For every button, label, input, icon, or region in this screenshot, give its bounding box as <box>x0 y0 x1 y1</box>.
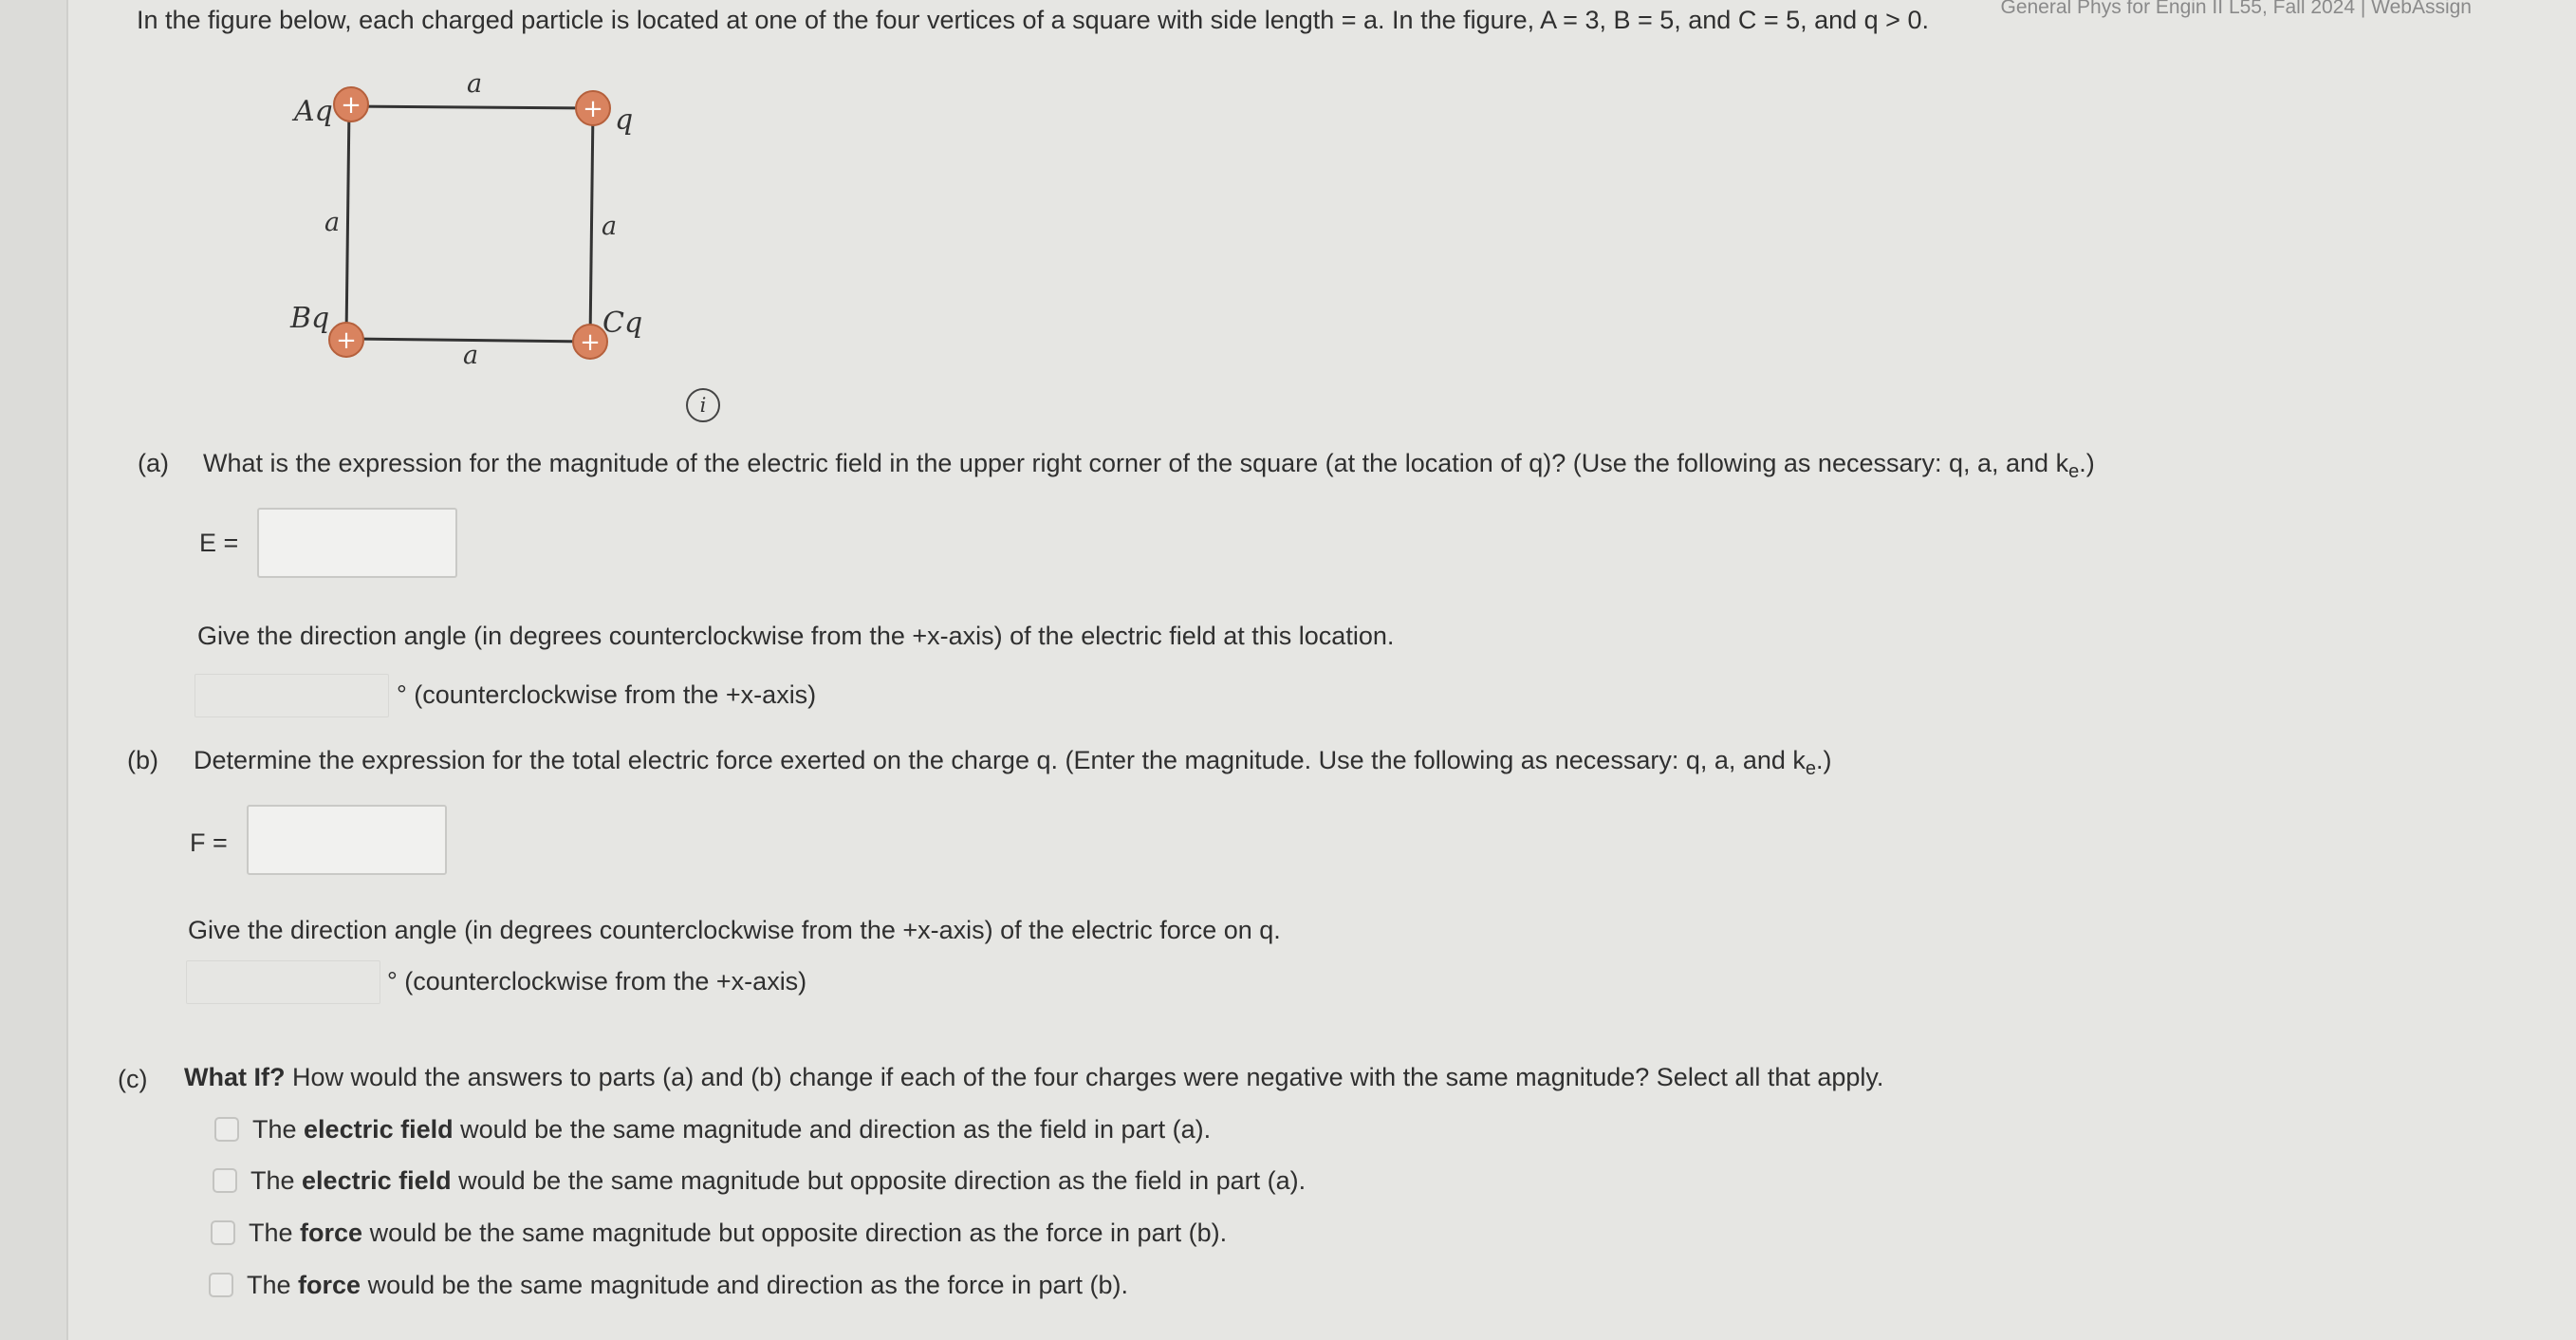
course-header: General Phys for Engin II L55, Fall 2024 | WebAssign <box>2000 0 2472 18</box>
info-icon[interactable]: i <box>686 388 720 422</box>
square-top-side <box>349 106 593 108</box>
square-right-side <box>590 108 593 342</box>
force-direction-input[interactable] <box>186 960 380 1004</box>
option-2-checkbox[interactable] <box>213 1168 237 1193</box>
square-left-side <box>346 106 349 339</box>
problem-intro: In the figure below, each charged particle is located at one of the four vertices of a square with side length = a. In the figure, A = 3, B = 5, and C = 5, and q > 0. <box>137 6 1929 34</box>
part-a-direction-prompt: Give the direction angle (in degrees counterclockwise from the +x-axis) of the electric field at this location. <box>197 622 1395 650</box>
part-a-label: (a) <box>138 449 169 477</box>
charge-top-right <box>576 91 610 125</box>
option-4-label[interactable]: The force would be the same magnitude and direction as the force in part (b). <box>247 1271 1129 1299</box>
side-label-right: a <box>602 212 618 241</box>
e-direction-unit: ° (counterclockwise from the +x-axis) <box>397 680 817 709</box>
plus-sign: + <box>583 95 603 123</box>
side-label-bottom: a <box>463 341 479 370</box>
option-2-label[interactable]: The electric field would be the same magnitude but opposite direction as the field in part (a). <box>250 1166 1307 1195</box>
e-direction-input[interactable] <box>195 674 389 717</box>
charge-label-q: q <box>615 103 634 137</box>
plus-sign: + <box>336 326 357 355</box>
option-1-checkbox[interactable] <box>214 1117 239 1142</box>
part-b-label: (b) <box>127 746 158 774</box>
force-direction-unit: ° (counterclockwise from the +x-axis) <box>387 967 807 996</box>
force-label: F = <box>190 828 228 857</box>
charge-label-bq: Bq <box>290 302 330 335</box>
charge-label-aq: Aq <box>294 95 333 128</box>
plus-sign: + <box>341 91 361 120</box>
side-label-top: a <box>467 69 483 99</box>
e-field-input[interactable] <box>257 508 457 578</box>
option-4-checkbox[interactable] <box>209 1273 233 1297</box>
charge-label-cq: Cq <box>602 307 643 340</box>
part-b-question: Determine the expression for the total electric force exerted on the charge q. (Enter the magnitude. Use the following as necessary: q, a, and $k_e$.) <box>194 746 1832 779</box>
charge-top-left <box>334 87 368 121</box>
option-1-label[interactable]: The electric field would be the same magnitude and direction as the field in part (a). <box>252 1115 1212 1144</box>
option-3-label[interactable]: The force would be the same magnitude but opposite direction as the force in part (b). <box>249 1219 1228 1247</box>
part-b-direction-prompt: Give the direction angle (in degrees counterclockwise from the +x-axis) of the electric force on q. <box>188 916 1281 944</box>
part-a-question: What is the expression for the magnitude of the electric field in the upper right corner of the square (at the location of q)? (Use the following as necessary: q, a, and $k_e$.) <box>203 449 2095 482</box>
part-c-label: (c) <box>118 1065 148 1093</box>
side-label-left: a <box>324 208 341 237</box>
part-c-question: What If? How would the answers to parts (a) and (b) change if each of the four charges were negative with the same magnitude? Select all that apply. <box>184 1063 1884 1091</box>
force-input[interactable] <box>247 805 447 875</box>
e-field-label: E = <box>199 529 239 557</box>
square-charge-figure <box>266 57 683 380</box>
plus-sign: + <box>580 328 601 357</box>
option-3-checkbox[interactable] <box>211 1220 235 1245</box>
charge-bottom-left <box>329 323 363 357</box>
